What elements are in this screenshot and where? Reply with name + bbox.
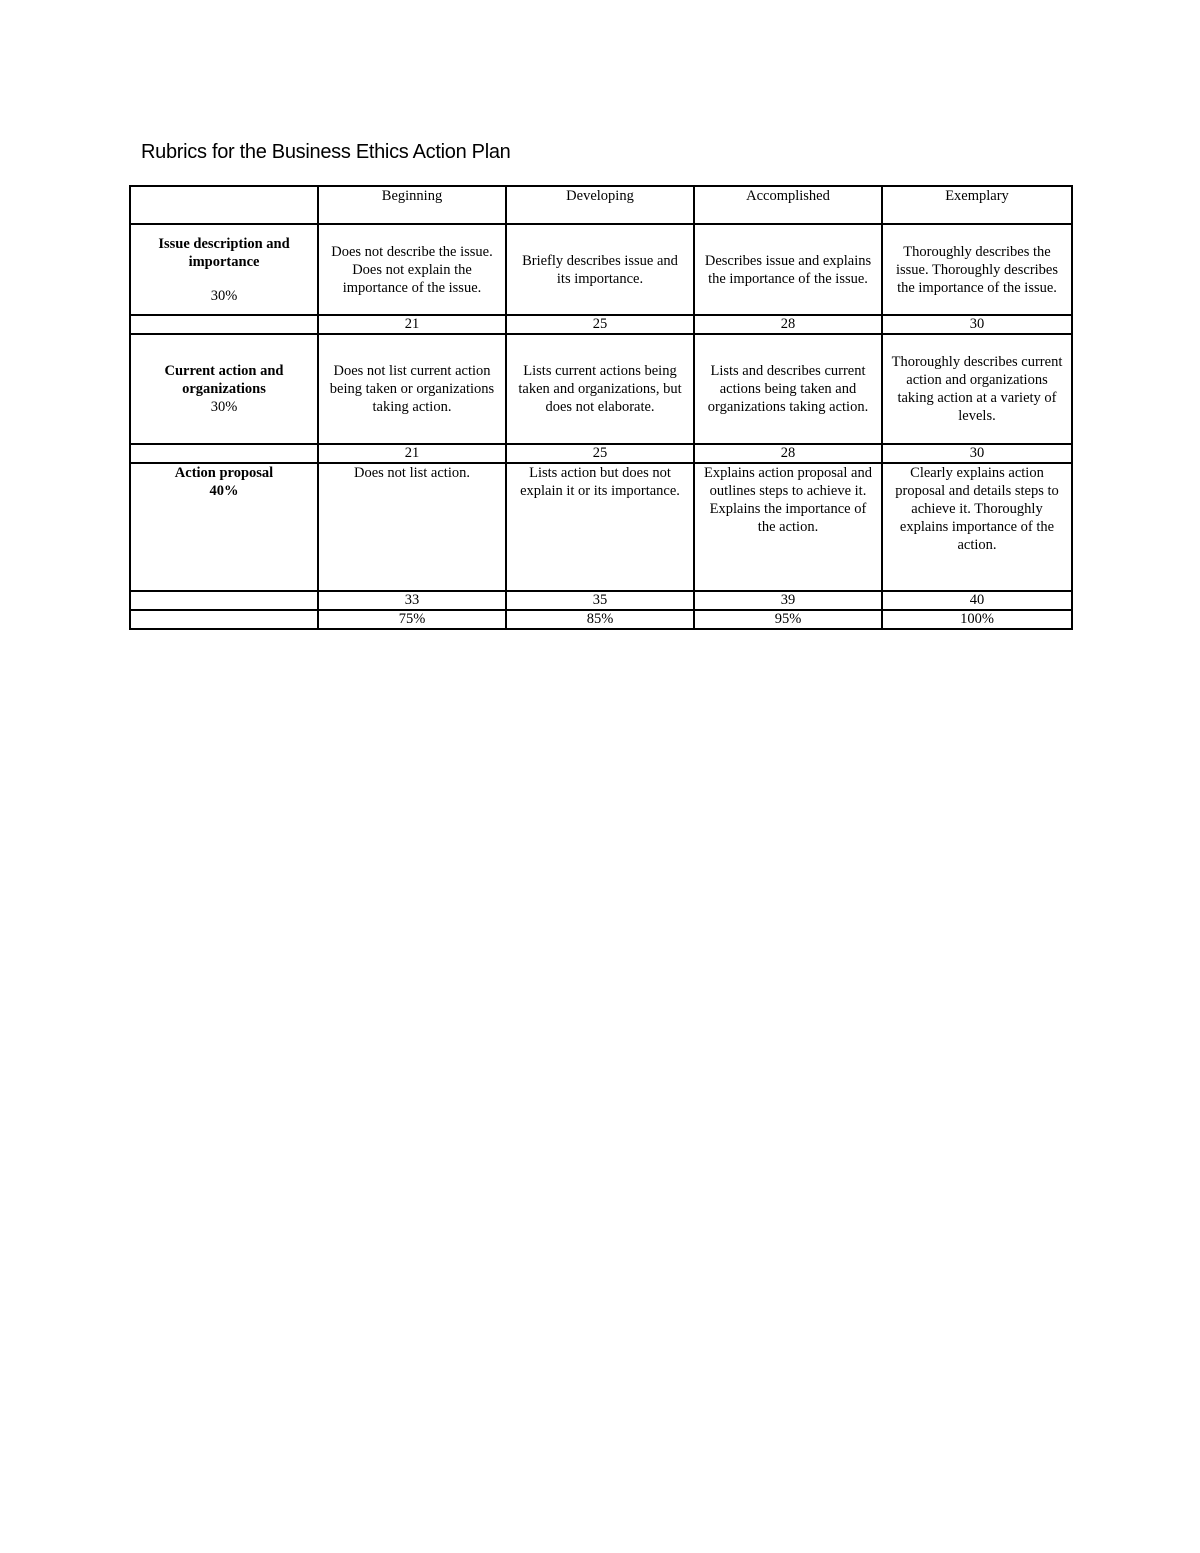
descriptor-cell: Briefly describes issue and its importance. [506, 224, 694, 315]
descriptor-cell: Does not describe the issue. Does not explain the importance of the issue. [318, 224, 506, 315]
points-cell: 30 [882, 315, 1072, 334]
descriptor-cell: Describes issue and explains the importance of the issue. [694, 224, 882, 315]
points-row [130, 591, 1072, 610]
criterion-label-cell [130, 224, 318, 315]
criterion-row-current-action [130, 334, 1072, 444]
points-cell: 25 [506, 444, 694, 463]
points-cell: 30 [882, 444, 1072, 463]
criterion-row-action-proposal [130, 463, 1072, 591]
descriptor-cell: Lists current actions being taken and organizations, but does not elaborate. [506, 334, 694, 444]
points-empty-cell [130, 591, 318, 610]
points-cell: 39 [694, 591, 882, 610]
points-cell: 21 [318, 444, 506, 463]
criterion-weight: 40% [209, 483, 239, 499]
points-row [130, 315, 1072, 334]
descriptor-cell: Does not list action. [318, 463, 506, 591]
percentage-cell: 85% [506, 610, 694, 629]
header-beginning: Beginning [318, 186, 506, 224]
points-empty-cell [130, 444, 318, 463]
points-cell: 40 [882, 591, 1072, 610]
criterion-name: Issue description and importance [158, 235, 290, 270]
descriptor-cell: Clearly explains action proposal and details steps to achieve it. Thoroughly explains importance of the action. [882, 463, 1072, 591]
criterion-label-cell [130, 334, 318, 444]
header-row [130, 186, 1072, 224]
percentage-row [130, 610, 1072, 629]
header-accomplished: Accomplished [694, 186, 882, 224]
points-cell: 28 [694, 444, 882, 463]
descriptor-cell: Does not list current action being taken or organizations taking action. [318, 334, 506, 444]
percentage-cell: 100% [882, 610, 1072, 629]
points-cell: 25 [506, 315, 694, 334]
points-cell: 21 [318, 315, 506, 334]
criterion-name: Action proposal [174, 465, 274, 481]
points-empty-cell [130, 315, 318, 334]
percentage-cell: 75% [318, 610, 506, 629]
percentage-cell: 95% [694, 610, 882, 629]
rubric-table [129, 185, 1073, 630]
header-developing: Developing [506, 186, 694, 224]
criterion-label-cell [130, 463, 318, 591]
points-cell: 35 [506, 591, 694, 610]
points-row [130, 444, 1072, 463]
header-empty-cell [130, 186, 318, 224]
points-cell: 33 [318, 591, 506, 610]
criterion-row-issue [130, 224, 1072, 315]
percentage-empty-cell [130, 610, 318, 629]
descriptor-cell: Lists action but does not explain it or its importance. [506, 463, 694, 591]
descriptor-cell: Thoroughly describes current action and organizations taking action at a variety of levels. [882, 334, 1072, 444]
criterion-weight: 30% [210, 399, 238, 415]
header-exemplary: Exemplary [882, 186, 1072, 224]
criterion-name: Current action and organizations [164, 363, 284, 397]
document-title: Rubrics for the Business Ethics Action Plan [141, 141, 511, 163]
points-cell: 28 [694, 315, 882, 334]
descriptor-cell: Thoroughly describes the issue. Thoroughly describes the importance of the issue. [882, 224, 1072, 315]
descriptor-cell: Lists and describes current actions being taken and organizations taking action. [694, 334, 882, 444]
criterion-weight: 30% [210, 287, 238, 304]
descriptor-cell: Explains action proposal and outlines steps to achieve it. Explains the importance of the action. [694, 463, 882, 591]
